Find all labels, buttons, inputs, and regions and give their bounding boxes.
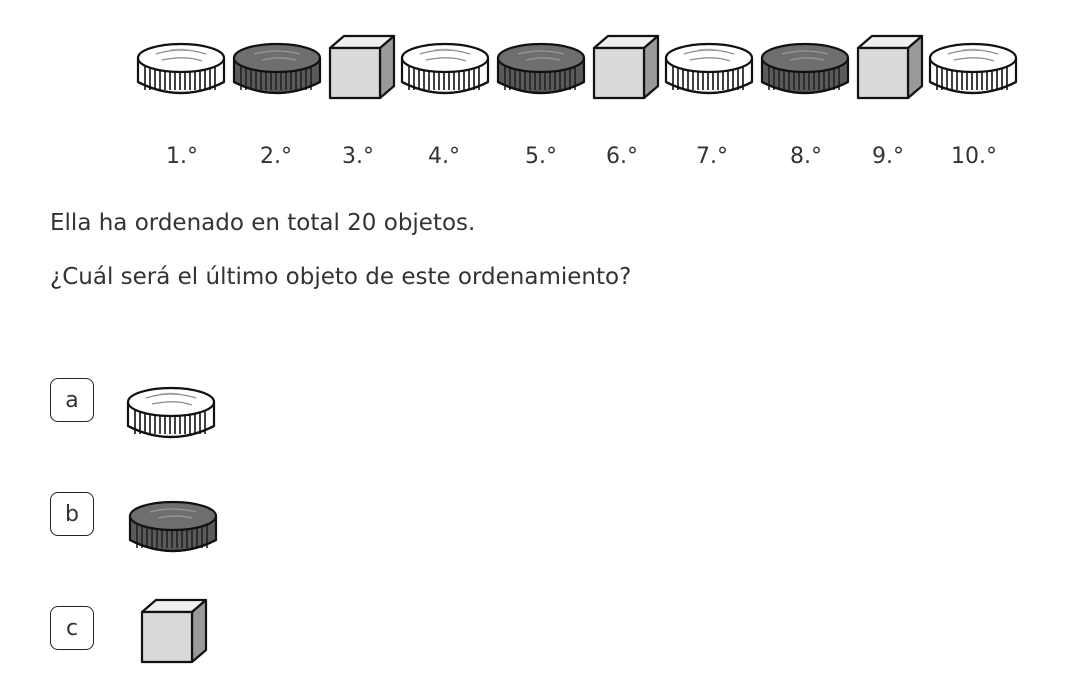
statement-text: Ella ha ordenado en total 20 objetos.: [50, 210, 476, 236]
dark-coin-icon: [128, 492, 218, 562]
ordinal-label: 2.°: [260, 144, 292, 169]
option-letter[interactable]: c: [50, 606, 94, 650]
ordinal-label: 10.°: [951, 144, 997, 169]
ordinal-label: 6.°: [606, 144, 638, 169]
ordinal-label: 9.°: [872, 144, 904, 169]
question-text: ¿Cuál será el último objeto de este ordenamiento?: [50, 264, 632, 290]
cube-icon: [590, 34, 662, 104]
white-coin-icon: [400, 34, 490, 104]
cube-icon: [138, 598, 210, 668]
cube-icon: [854, 34, 926, 104]
dark-coin-icon: [496, 34, 586, 104]
option-letter[interactable]: a: [50, 378, 94, 422]
ordinal-label: 8.°: [790, 144, 822, 169]
ordinal-label: 7.°: [696, 144, 728, 169]
cube-icon: [326, 34, 398, 104]
white-coin-icon: [664, 34, 754, 104]
white-coin-icon: [126, 378, 216, 448]
ordinal-label: 5.°: [525, 144, 557, 169]
white-coin-icon: [928, 34, 1018, 104]
option-letter[interactable]: b: [50, 492, 94, 536]
dark-coin-icon: [232, 34, 322, 104]
ordinal-label: 1.°: [166, 144, 198, 169]
ordinal-label: 3.°: [342, 144, 374, 169]
dark-coin-icon: [760, 34, 850, 104]
ordinal-label: 4.°: [428, 144, 460, 169]
object-sequence: [136, 34, 1026, 169]
white-coin-icon: [136, 34, 226, 104]
